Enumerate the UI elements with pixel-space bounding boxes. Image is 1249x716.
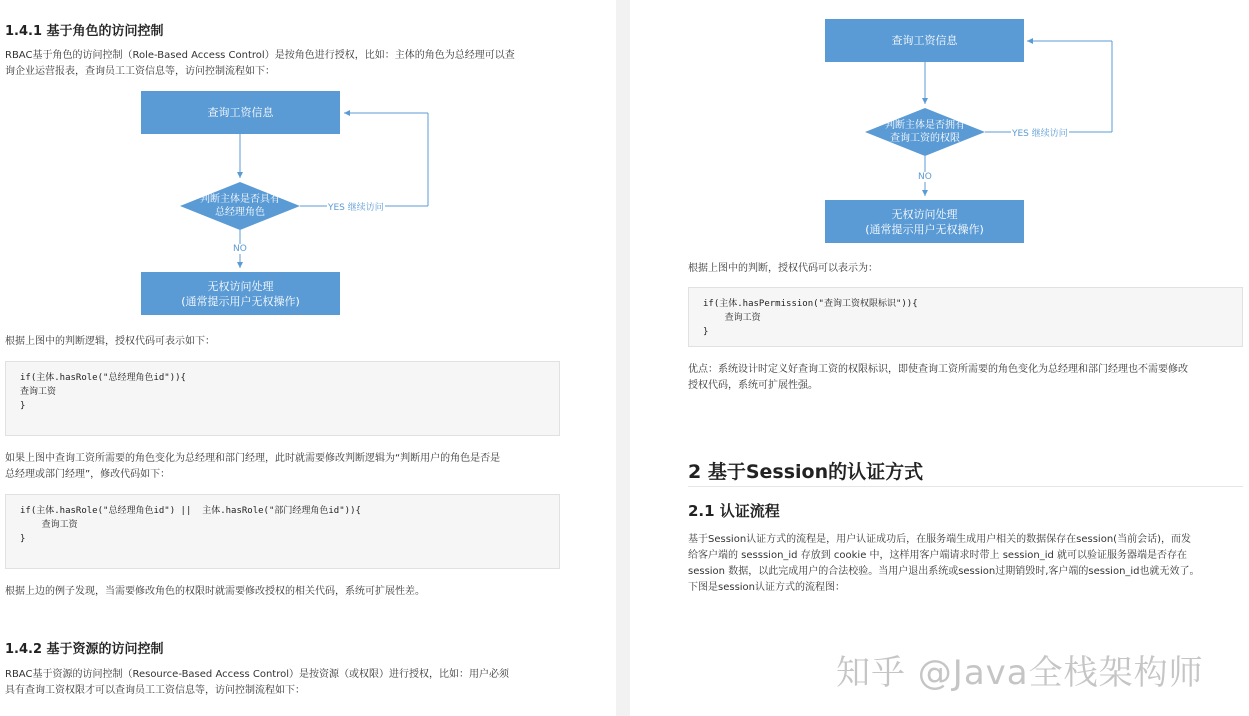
flow-box-label-line2: (通常提示用户无权操作) (865, 222, 984, 236)
decision-diamond-label (180, 182, 300, 230)
paragraph-modify-line2: 总经理或部门经理”，修改代码如下： (5, 469, 171, 480)
code-line: if(主体.hasPermission("查询工资权限标识")){ (703, 299, 918, 309)
decision-diamond-label (865, 108, 985, 156)
paragraph-code-intro: 根据上图中的判断逻辑，授权代码可表示如下： (5, 336, 215, 347)
flowchart-resource-based (630, 0, 1249, 250)
no-label: NO (918, 172, 932, 182)
paragraph-permission-intro: 根据上图中的判断，授权代码可以表示为： (688, 263, 878, 274)
code-block-hasrole-or (5, 494, 560, 569)
section-heading-2-1: 2.1 认证流程 (688, 502, 780, 520)
section-heading-1-4-2: 1.4.2 基于资源的访问控制 (5, 642, 164, 657)
code-line: } (20, 401, 26, 411)
paragraph-session-line4: 下图是session认证方式的流程图： (688, 582, 846, 593)
yes-continue-label: YES 继续访问 (1011, 126, 1069, 139)
flow-box-no-access (141, 272, 340, 315)
no-label: NO (233, 244, 247, 254)
flow-box-label: 查询工资信息 (207, 106, 274, 119)
flow-box-query-salary (141, 91, 340, 134)
left-page (0, 0, 616, 716)
paragraph-session-line2: 给客户端的 sesssion_id 存放到 cookie 中，这样用客户端请求时带上 session_id 就可以验证服务器端是否存在 (688, 550, 1188, 561)
paragraph-rbac-role-line2: 询企业运营报表，查询员工工资信息等，访问控制流程如下： (5, 66, 275, 77)
flow-box-no-access (825, 200, 1024, 243)
code-line: } (20, 534, 26, 544)
code-line: if(主体.hasRole("总经理角色id")){ (20, 373, 186, 383)
paragraph-rbac-resource-line2: 具有查询工资权限才可以查询员工工资信息等，访问控制流程如下： (5, 685, 305, 696)
paragraph-rbac-role-line1: RBAC基于角色的访问控制（Role-Based Access Control）是按角色进行授权，比如：主体的角色为总经理可以查 (5, 50, 515, 61)
diamond-label-line2: 查询工资的权限 (890, 133, 960, 144)
code-block-hasrole (5, 361, 560, 436)
flowchart-role-based (0, 0, 616, 330)
chapter-heading-session: 2 基于Session的认证方式 (688, 461, 924, 483)
flow-box-label: 查询工资信息 (891, 34, 958, 47)
paragraph-session-line1: 基于Session认证方式的流程是，用户认证成功后，在服务端生成用户相关的数据保存在session(当前会话)，而发 (688, 534, 1191, 545)
paragraph-conclusion: 根据上边的例子发现，当需要修改角色的权限时就需要修改授权的相关代码，系统可扩展性差。 (5, 586, 425, 597)
code-line: if(主体.hasRole("总经理角色id") || 主体.hasRole("部门经理角色id")){ (20, 506, 361, 516)
code-line: 查询工资 (20, 387, 57, 397)
paragraph-modify-line1: 如果上图中查询工资所需要的角色变化为总经理和部门经理，此时就需要修改判断逻辑为“判断用户的角色是否是 (5, 453, 501, 464)
paragraph-session-line3: session 数据，以此完成用户的合法校验。当用户退出系统或session过期销毁时,客户端的session_id也就无效了。 (688, 566, 1200, 577)
paragraph-rbac-resource-line1: RBAC基于资源的访问控制（Resource-Based Access Control）是按资源（或权限）进行授权，比如：用户必须 (5, 669, 510, 680)
flow-box-label-line1: 无权访问处理 (207, 279, 274, 293)
watermark: 知乎 @Java全栈架构师 (836, 653, 1204, 693)
code-line: 查询工资 (703, 313, 761, 323)
section-heading-1-4-1: 1.4.1 基于角色的访问控制 (5, 24, 164, 39)
flow-box-label-line1: 无权访问处理 (891, 207, 958, 221)
yes-continue-label: YES 继续访问 (327, 200, 385, 213)
heading-divider (688, 486, 1243, 487)
diamond-label-line1: 判断主体是否具有 (200, 194, 280, 205)
code-line: } (703, 327, 709, 337)
paragraph-advantage-line2: 授权代码，系统可扩展性强。 (688, 380, 818, 391)
right-page (630, 0, 1249, 716)
paragraph-advantage-line1: 优点：系统设计时定义好查询工资的权限标识，即使查询工资所需要的角色变化为总经理和部门经理也不需要修改 (688, 364, 1188, 375)
diamond-label-line1: 判断主体是否拥有 (885, 120, 965, 131)
diamond-label-line2: 总经理角色 (215, 207, 265, 218)
flow-box-label-line2: (通常提示用户无权操作) (181, 294, 300, 308)
code-block-haspermission (688, 287, 1243, 347)
code-line: 查询工资 (20, 520, 78, 530)
flow-box-query-salary (825, 19, 1024, 62)
